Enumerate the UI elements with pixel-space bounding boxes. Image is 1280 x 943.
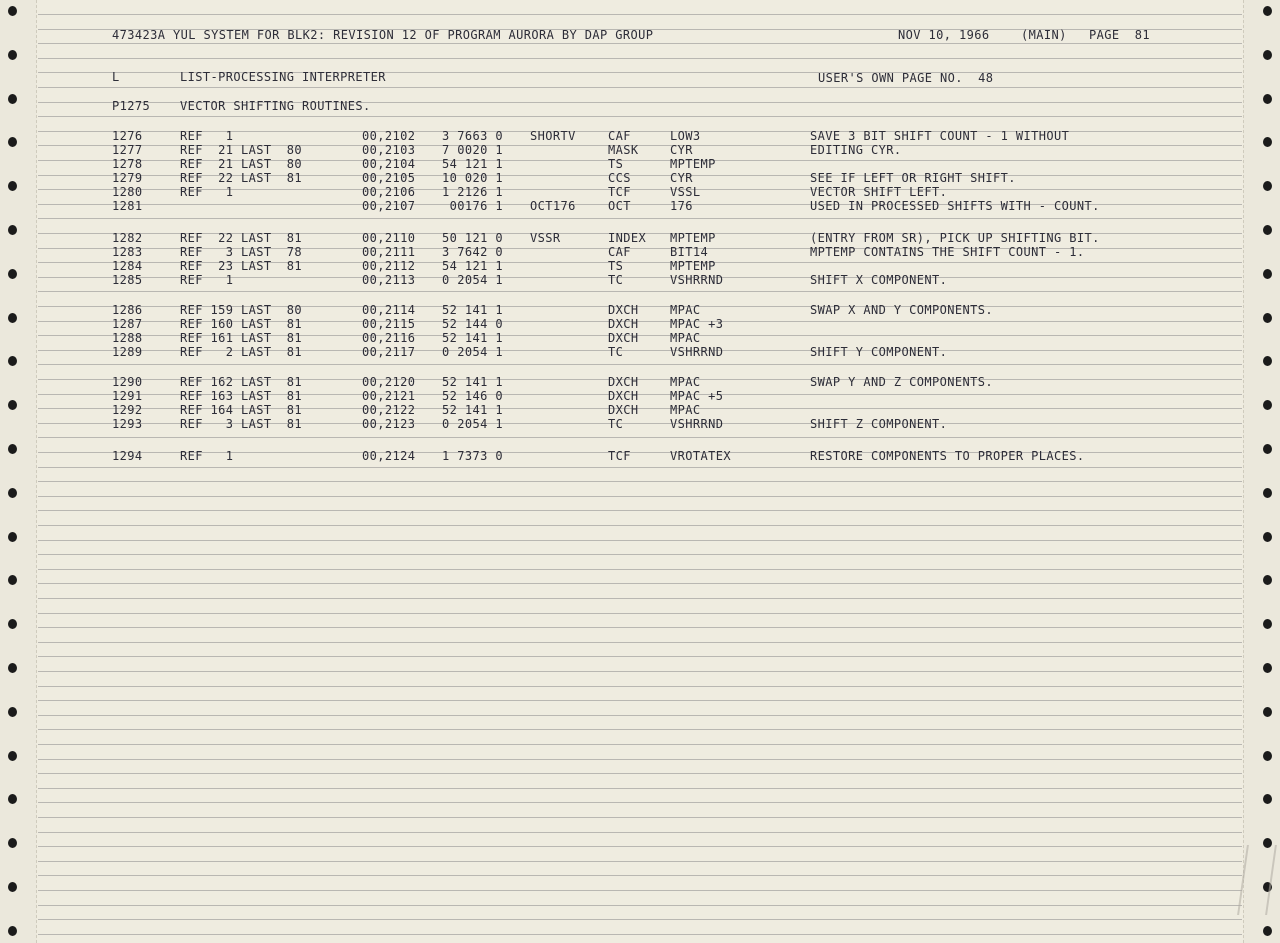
comment: SHIFT Y COMPONENT. [810,345,948,359]
octal-code: 3 7663 0 [442,129,503,143]
octal-code: 52 141 1 [442,331,503,345]
ruled-line [38,934,1242,935]
address: 00,2115 [362,317,416,331]
operand: MPAC [670,303,701,317]
sprocket-hole [8,269,17,279]
operand: VSSL [670,185,701,199]
line-number: 1278 [112,157,143,171]
ruled-line [38,744,1242,745]
sprocket-hole [8,488,17,498]
ruled-line [38,919,1242,920]
sprocket-hole [1263,225,1272,235]
symbol-label: SHORTV [530,129,576,143]
opcode: DXCH [608,331,639,345]
octal-code: 52 141 1 [442,303,503,317]
ref-info: REF 1 [180,273,234,287]
line-number: 1280 [112,185,143,199]
address: 00,2113 [362,273,416,287]
ref-info: REF 22 LAST 81 [180,171,302,185]
sprocket-hole [8,882,17,892]
octal-code: 50 121 0 [442,231,503,245]
opcode: DXCH [608,317,639,331]
opcode: TS [608,259,624,273]
comment: SWAP X AND Y COMPONENTS. [810,303,993,317]
ruled-line [38,583,1242,584]
ruled-line [38,437,1242,438]
address: 00,2111 [362,245,416,259]
address: 00,2112 [362,259,416,273]
opcode: CAF [608,245,631,259]
sprocket-hole [1263,94,1272,104]
address: 00,2103 [362,143,416,157]
ruled-line [38,14,1242,15]
line-number: 1277 [112,143,143,157]
address: 00,2123 [362,417,416,431]
opcode: TC [608,417,624,431]
ref-info: REF 21 LAST 80 [180,157,302,171]
line-number: 1276 [112,129,143,143]
ruled-line [38,861,1242,862]
address: 00,2120 [362,375,416,389]
header-main: (MAIN) [1021,28,1067,42]
line-number: 1284 [112,259,143,273]
octal-code: 0 2054 1 [442,417,503,431]
operand: MPTEMP [670,259,716,273]
sprocket-hole [1263,6,1272,16]
operand: MPTEMP [670,231,716,245]
ref-info: REF 1 [180,129,234,143]
right-tractor-margin [1243,0,1280,943]
comment: SHIFT X COMPONENT. [810,273,948,287]
sprocket-hole [8,926,17,936]
opcode: INDEX [608,231,647,245]
sprocket-hole [8,444,17,454]
ruled-line [38,642,1242,643]
address: 00,2107 [362,199,416,213]
sprocket-hole [8,794,17,804]
ruled-line [38,598,1242,599]
line-number: 1291 [112,389,143,403]
octal-code: 54 121 1 [442,157,503,171]
ref-info: REF 164 LAST 81 [180,403,302,417]
ref-info: REF 159 LAST 80 [180,303,302,317]
address: 00,2122 [362,403,416,417]
sprocket-hole [8,6,17,16]
address: 00,2102 [362,129,416,143]
line-number: 1286 [112,303,143,317]
opcode: DXCH [608,303,639,317]
opcode: TCF [608,449,631,463]
sprocket-hole [1263,400,1272,410]
ruled-line [38,87,1242,88]
header-date: NOV 10, 1966 [898,28,990,42]
log-line-number: P1275 [112,99,151,113]
opcode: DXCH [608,375,639,389]
sprocket-hole [8,50,17,60]
line-number: 1290 [112,375,143,389]
opcode: CCS [608,171,631,185]
header-job-title: 473423A YUL SYSTEM FOR BLK2: REVISION 12 OF PROGRAM AURORA BY DAP GROUP [112,28,654,42]
opcode: OCT [608,199,631,213]
sprocket-hole [8,356,17,366]
sprocket-hole [1263,137,1272,147]
line-number: 1289 [112,345,143,359]
opcode: MASK [608,143,639,157]
operand: MPAC [670,403,701,417]
ruled-line [38,554,1242,555]
address: 00,2117 [362,345,416,359]
opcode: TC [608,345,624,359]
line-number: 1282 [112,231,143,245]
ref-info: REF 163 LAST 81 [180,389,302,403]
ref-info: REF 1 [180,449,234,463]
ruled-line [38,715,1242,716]
operand: CYR [670,143,693,157]
ruled-line [38,116,1242,117]
ruled-line [38,627,1242,628]
line-number: 1293 [112,417,143,431]
sprocket-hole [1263,313,1272,323]
ruled-line [38,890,1242,891]
log-section-title: LIST-PROCESSING INTERPRETER [180,70,386,84]
address: 00,2104 [362,157,416,171]
opcode: DXCH [608,403,639,417]
ruled-line [38,802,1242,803]
line-number: 1281 [112,199,143,213]
comment: SAVE 3 BIT SHIFT COUNT - 1 WITHOUT [810,129,1070,143]
operand: CYR [670,171,693,185]
ref-info: REF 162 LAST 81 [180,375,302,389]
ref-info: REF 23 LAST 81 [180,259,302,273]
sprocket-hole [8,94,17,104]
octal-code: 3 7642 0 [442,245,503,259]
octal-code: 52 141 1 [442,375,503,389]
ref-info: REF 2 LAST 81 [180,345,302,359]
sprocket-hole [1263,707,1272,717]
ruled-line [38,467,1242,468]
operand: VROTATEX [670,449,731,463]
line-number: 1283 [112,245,143,259]
ruled-line [38,218,1242,219]
line-number: 1294 [112,449,143,463]
sprocket-hole [8,137,17,147]
sprocket-hole [1263,356,1272,366]
sprocket-hole [8,532,17,542]
ruled-line [38,481,1242,482]
ruled-line [38,656,1242,657]
opcode: TCF [608,185,631,199]
octal-code: 1 2126 1 [442,185,503,199]
address: 00,2116 [362,331,416,345]
ruled-line [38,540,1242,541]
operand: VSHRRND [670,417,724,431]
operand: BIT14 [670,245,709,259]
ruled-line [38,569,1242,570]
sprocket-hole [1263,50,1272,60]
ruled-line [38,700,1242,701]
sprocket-hole [1263,794,1272,804]
line-number: 1287 [112,317,143,331]
ref-info: REF 22 LAST 81 [180,231,302,245]
comment: EDITING CYR. [810,143,902,157]
comment: RESTORE COMPONENTS TO PROPER PLACES. [810,449,1085,463]
octal-code: 54 121 1 [442,259,503,273]
octal-code: 00176 1 [442,199,503,213]
sprocket-hole [1263,663,1272,673]
sprocket-hole [8,707,17,717]
sprocket-hole [8,663,17,673]
opcode: CAF [608,129,631,143]
sprocket-hole [1263,532,1272,542]
ruled-line [38,510,1242,511]
log-section-letter: L [112,70,120,84]
sprocket-hole [1263,444,1272,454]
operand: MPAC +3 [670,317,724,331]
ruled-line [38,364,1242,365]
ruled-line [38,817,1242,818]
line-number: 1288 [112,331,143,345]
ref-info: REF 160 LAST 81 [180,317,302,331]
symbol-label: VSSR [530,231,561,245]
sprocket-hole [8,619,17,629]
ruled-line [38,613,1242,614]
line-number: 1292 [112,403,143,417]
sprocket-hole [8,181,17,191]
left-tractor-margin [0,0,37,943]
operand: VSHRRND [670,273,724,287]
comment: SWAP Y AND Z COMPONENTS. [810,375,993,389]
ruled-line [38,759,1242,760]
operand: LOW3 [670,129,701,143]
sprocket-hole [8,225,17,235]
address: 00,2105 [362,171,416,185]
opcode: DXCH [608,389,639,403]
operand: VSHRRND [670,345,724,359]
ref-info: REF 21 LAST 80 [180,143,302,157]
sprocket-hole [8,400,17,410]
ruled-line [38,496,1242,497]
octal-code: 10 020 1 [442,171,503,185]
ruled-line [38,686,1242,687]
sprocket-hole [1263,926,1272,936]
octal-code: 52 146 0 [442,389,503,403]
comment: (ENTRY FROM SR), PICK UP SHIFTING BIT. [810,231,1100,245]
header-page-number: PAGE 81 [1089,28,1150,42]
sprocket-hole [8,751,17,761]
sprocket-hole [1263,488,1272,498]
ruled-line [38,773,1242,774]
ref-info: REF 3 LAST 81 [180,417,302,431]
address: 00,2110 [362,231,416,245]
ruled-line [38,846,1242,847]
sprocket-hole [1263,269,1272,279]
sprocket-hole [8,575,17,585]
comment: MPTEMP CONTAINS THE SHIFT COUNT - 1. [810,245,1085,259]
ruled-line [38,905,1242,906]
ruled-line [38,58,1242,59]
address: 00,2106 [362,185,416,199]
sprocket-hole [1263,619,1272,629]
line-number: 1279 [112,171,143,185]
comment: SEE IF LEFT OR RIGHT SHIFT. [810,171,1016,185]
ruled-line [38,525,1242,526]
ruled-line [38,671,1242,672]
octal-code: 0 2054 1 [442,273,503,287]
ruled-line [38,729,1242,730]
octal-code: 0 2054 1 [442,345,503,359]
comment: USED IN PROCESSED SHIFTS WITH - COUNT. [810,199,1100,213]
operand: MPTEMP [670,157,716,171]
operand: MPAC [670,375,701,389]
octal-code: 1 7373 0 [442,449,503,463]
address: 00,2121 [362,389,416,403]
opcode: TC [608,273,624,287]
operand: 176 [670,199,693,213]
octal-code: 7 0020 1 [442,143,503,157]
sprocket-hole [1263,575,1272,585]
operand: MPAC [670,331,701,345]
log-line-title: VECTOR SHIFTING ROUTINES. [180,99,371,113]
comment: VECTOR SHIFT LEFT. [810,185,948,199]
address: 00,2124 [362,449,416,463]
ref-info: REF 161 LAST 81 [180,331,302,345]
sprocket-hole [8,838,17,848]
sprocket-hole [8,313,17,323]
address: 00,2114 [362,303,416,317]
ruled-line [38,291,1242,292]
octal-code: 52 144 0 [442,317,503,331]
sprocket-hole [1263,181,1272,191]
sprocket-hole [1263,751,1272,761]
octal-code: 52 141 1 [442,403,503,417]
ref-info: REF 1 [180,185,234,199]
ruled-line [38,875,1242,876]
ruled-line [38,788,1242,789]
ref-info: REF 3 LAST 78 [180,245,302,259]
ruled-line [38,43,1242,44]
line-number: 1285 [112,273,143,287]
users-page-number: USER'S OWN PAGE NO. 48 [818,71,994,85]
symbol-label: OCT176 [530,199,576,213]
opcode: TS [608,157,624,171]
operand: MPAC +5 [670,389,724,403]
comment: SHIFT Z COMPONENT. [810,417,948,431]
ruled-line [38,832,1242,833]
